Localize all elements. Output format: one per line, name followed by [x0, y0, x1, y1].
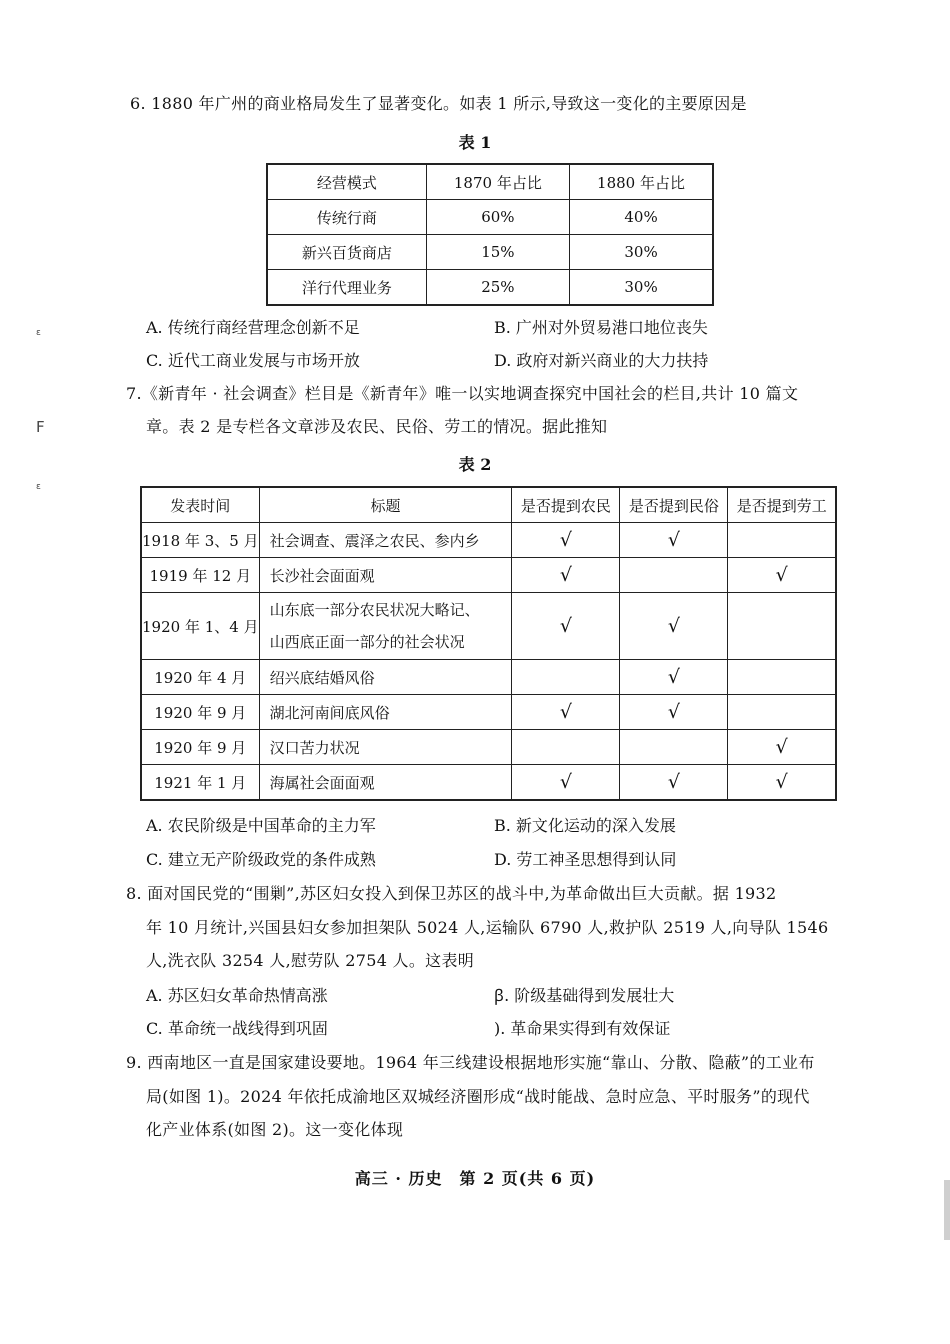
margin-mark-2: F [36, 418, 45, 436]
q8-stem-line-3: 人,洗衣队 3254 人,慰劳队 2754 人。这表明 [146, 951, 475, 970]
table2-caption: 表 2 [458, 455, 492, 474]
time-cell: 1920 年 4 月 [141, 660, 259, 695]
q9-stem-line-3: 化产业体系(如图 2)。这一变化体现 [146, 1120, 404, 1139]
time-cell: 1920 年 9 月 [141, 730, 259, 765]
custom-check-cell: √ [620, 523, 728, 558]
page-footer: 高三 · 历史 第 2 页(共 6 页) [354, 1169, 596, 1188]
table-cell: 30% [570, 235, 713, 270]
labor-check-cell [728, 523, 836, 558]
time-cell: 1918 年 3、5 月 [141, 523, 259, 558]
q7-option-b[interactable]: B. 新文化运动的深入发展 [494, 816, 676, 835]
table-cell: 新兴百货商店 [267, 235, 426, 270]
table-row [267, 235, 713, 270]
custom-check-cell: √ [620, 765, 728, 801]
q7-option-a[interactable]: A. 农民阶级是中国革命的主力军 [146, 816, 376, 835]
labor-check-cell: √ [728, 765, 836, 801]
table-1 [266, 163, 714, 306]
farmer-check-cell: √ [512, 695, 620, 730]
labor-check-cell: √ [728, 730, 836, 765]
farmer-check-cell: √ [512, 523, 620, 558]
q6-stem: 6. 1880 年广州的商业格局发生了显著变化。如表 1 所示,导致这一变化的主要原因是 [130, 94, 747, 113]
table1-caption: 表 1 [458, 133, 492, 152]
q7-stem-line-2: 章。表 2 是专栏各文章涉及农民、民俗、劳工的情况。据此推知 [146, 417, 608, 436]
title-line-1: 山东底一部分农民状况大略记、 [269, 601, 480, 619]
labor-check-cell: √ [728, 558, 836, 593]
q7-option-c[interactable]: C. 建立无产阶级政党的条件成熟 [146, 850, 376, 869]
q9-stem-line-2: 局(如图 1)。2024 年依托成渝地区双城经济圈形成“战时能战、急时应急、平时服务”的现代 [146, 1087, 810, 1106]
time-cell: 1920 年 1、4 月 [141, 593, 259, 660]
custom-check-cell: √ [620, 695, 728, 730]
title-cell: 长沙社会面面观 [259, 558, 512, 593]
q9-stem-line-1: 9. 西南地区一直是国家建设要地。1964 年三线建设根据地形实施“靠山、分散、隐蔽”的工业布 [126, 1053, 815, 1072]
farmer-check-cell [512, 730, 620, 765]
table-cell: 60% [426, 200, 569, 235]
custom-check-cell: √ [620, 660, 728, 695]
q6-option-b[interactable]: B. 广州对外贸易港口地位丧失 [494, 318, 708, 337]
table-2 [140, 486, 837, 801]
table-cell: 25% [426, 270, 569, 306]
farmer-check-cell: √ [512, 765, 620, 801]
header-cell: 1880 年占比 [570, 164, 713, 200]
q8-stem-line-2: 年 10 月统计,兴国县妇女参加担架队 5024 人,运输队 6790 人,救护队 2519 人,向导队 1546 [146, 918, 829, 937]
table-cell: 30% [570, 270, 713, 306]
table-row [267, 270, 713, 306]
custom-check-cell: √ [620, 593, 728, 660]
table-cell: 传统行商 [267, 200, 426, 235]
labor-check-cell [728, 660, 836, 695]
q6-option-d[interactable]: D. 政府对新兴商业的大力扶持 [494, 351, 709, 370]
scan-edge-strip [944, 1180, 950, 1240]
time-cell: 1921 年 1 月 [141, 765, 259, 801]
title-cell: 绍兴底结婚风俗 [259, 660, 512, 695]
table-cell: 40% [570, 200, 713, 235]
table-header-row [267, 164, 713, 200]
header-cell: 是否提到劳工 [728, 487, 836, 523]
table-row [267, 200, 713, 235]
farmer-check-cell: √ [512, 558, 620, 593]
custom-check-cell [620, 558, 728, 593]
header-cell: 是否提到农民 [512, 487, 620, 523]
table-cell: 洋行代理业务 [267, 270, 426, 306]
title-cell: 社会调查、震泽之农民、参内乡 [259, 523, 512, 558]
q8-stem-line-1: 8. 面对国民党的“围剿”,苏区妇女投入到保卫苏区的战斗中,为革命做出巨大贡献。据 1932 [126, 884, 777, 903]
table-row [141, 730, 836, 765]
table-row [141, 523, 836, 558]
farmer-check-cell [512, 660, 620, 695]
labor-check-cell [728, 593, 836, 660]
header-cell: 经营模式 [267, 164, 426, 200]
table-row [141, 558, 836, 593]
q8-option-c[interactable]: C. 革命统一战线得到巩固 [146, 1019, 328, 1038]
header-cell: 是否提到民俗 [620, 487, 728, 523]
q8-option-a[interactable]: A. 苏区妇女革命热情高涨 [146, 986, 328, 1005]
title-line-2: 山西底正面一部分的社会状况 [269, 633, 465, 651]
table-row [141, 695, 836, 730]
table-row [141, 660, 836, 695]
margin-mark-3: ε [36, 482, 41, 492]
header-cell: 标题 [259, 487, 512, 523]
table-cell: 15% [426, 235, 569, 270]
table-header-row [141, 487, 836, 523]
title-cell: 汉口苦力状况 [259, 730, 512, 765]
q8-option-b[interactable]: ꞵ. 阶级基础得到发展壮大 [494, 986, 675, 1005]
q7-option-d[interactable]: D. 劳工神圣思想得到认同 [494, 850, 677, 869]
farmer-check-cell: √ [512, 593, 620, 660]
time-cell: 1919 年 12 月 [141, 558, 259, 593]
labor-check-cell [728, 695, 836, 730]
q7-stem-line-1: 7.《新青年 · 社会调查》栏目是《新青年》唯一以实地调查探究中国社会的栏目,共计 10 篇文 [126, 384, 799, 403]
q8-option-d[interactable]: ). 革命果实得到有效保证 [494, 1019, 671, 1038]
q6-option-c[interactable]: C. 近代工商业发展与市场开放 [146, 351, 360, 370]
header-cell: 1870 年占比 [426, 164, 569, 200]
time-cell: 1920 年 9 月 [141, 695, 259, 730]
title-cell: 海属社会面面观 [259, 765, 512, 801]
header-cell: 发表时间 [141, 487, 259, 523]
custom-check-cell [620, 730, 728, 765]
q6-option-a[interactable]: A. 传统行商经营理念创新不足 [146, 318, 360, 337]
title-cell: 湖北河南间底风俗 [259, 695, 512, 730]
title-cell [259, 593, 512, 660]
table-row [141, 765, 836, 801]
margin-mark-1: ε [36, 328, 41, 338]
table-row [141, 593, 836, 660]
